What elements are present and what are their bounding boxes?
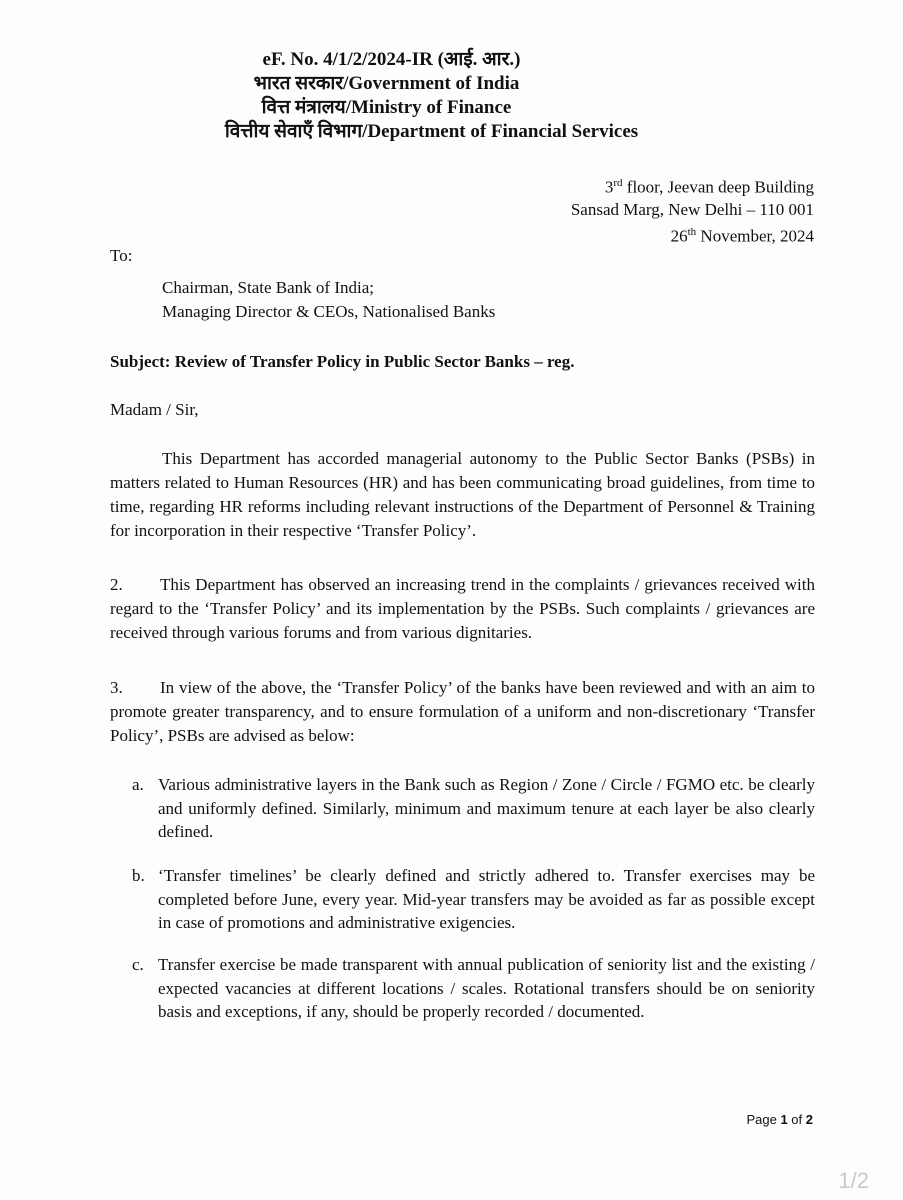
paragraph-3 [110,676,815,748]
ministry-name: वित्त मंत्रालय/Ministry of Finance [261,97,512,118]
address-line-2: Sansad Marg, New Delhi – 110 001 [570,199,814,219]
file-number: eF. No. 4/1/2/2024-IR (आई. आर.) [262,49,521,70]
list-item [110,864,815,935]
paragraph-text: In view of the above, the ‘Transfer Policy’ of the banks have been reviewed and with an aim to promote greater transparency, and to ensure formulation of a uniform and non-discretionary ‘Transfer Policy’, PSBs are advised as below: [110,678,815,745]
list-item [110,773,815,844]
letter-date: 26th November, 2024 [670,225,814,246]
department-name: वित्तीय सेवाएँ विभाग/Department of Financial Services [224,121,639,142]
paragraph-number: 2. [110,575,123,594]
paragraph-text: This Department has observed an increasing trend in the complaints / grievances received with regard to the ‘Transfer Policy’ and its implementation by the PSBs. Such complaints / grievances are received through various forums and from various dignitaries. [110,575,815,642]
viewer-page-counter: 1/2 [838,1168,869,1193]
paragraph-2 [110,573,815,645]
salutation: Madam / Sir, [110,400,199,419]
recipients [162,276,495,324]
recipient-line: Chairman, State Bank of India; [162,278,374,297]
subject-line: Subject: Review of Transfer Policy in Public Sector Banks – reg. [110,352,575,371]
list-item-text: Various administrative layers in the Bank such as Region / Zone / Circle / FGMO etc. be clearly and uniformly defined. Similarly, minimum and maximum tenure at each layer be also clearly defined. [158,775,815,841]
sender-address [571,172,814,247]
list-item [110,953,815,1024]
list-item-text: ‘Transfer timelines’ be clearly defined and strictly adhered to. Transfer exercises may be completed before June, every year. Mid-year transfers may be avoided as far as possible except in case of promotions and administrative exigencies. [158,866,815,932]
list-item-letter: a. [132,775,144,794]
to-label: To: [110,246,133,265]
page-number: Page 1 of 2 [746,1112,813,1127]
paragraph-number: 3. [110,678,123,697]
government-name: भारत सरकार/Government of India [253,73,520,94]
address-line-1: 3rd floor, Jeevan deep Building [604,177,814,197]
recipient-line: Managing Director & CEOs, Nationalised Banks [162,302,496,321]
list-item-letter: c. [132,955,144,974]
paragraph-1: This Department has accorded managerial autonomy to the Public Sector Banks (PSBs) in matters related to Human Resources (HR) and has been communicating broad guidelines, from time to time, regarding HR reforms including relevant instructions of the Department of Personnel & Training for incorporation in their respective ‘Transfer Policy’. [110,449,815,540]
list-item-letter: b. [132,866,145,885]
letterhead [0,48,903,144]
list-item-text: Transfer exercise be made transparent with annual publication of seniority list and the existing / expected vacancies at different locations / scales. Rotational transfers should be on seniority basis and exceptions, if any, should be properly recorded / documented. [158,955,815,1021]
